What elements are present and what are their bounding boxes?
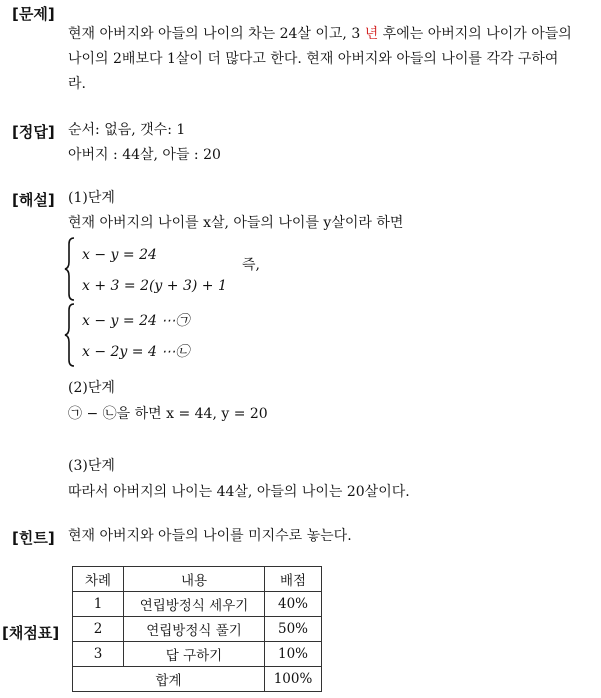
answer-label: [정답] xyxy=(12,123,55,141)
step2-text: ㉠ − ㉡을 하면 x = 44, y = 20 xyxy=(68,406,268,422)
table-row xyxy=(73,642,322,667)
hint-label: [힌트] xyxy=(12,529,55,547)
system1-equation-1: x − y = 24 xyxy=(82,247,157,263)
therefore-text: 즉, xyxy=(242,257,260,273)
problem-line-3: 라. xyxy=(68,76,86,92)
answer-line-1: 순서: 없음, 갯수: 1 xyxy=(68,122,186,138)
header-points: 배점 xyxy=(265,567,322,592)
scoring-label: [채점표] xyxy=(2,624,60,642)
step3-text: 따라서 아버지의 나이는 44살, 아들의 나이는 20살이다. xyxy=(68,484,410,500)
header-order: 차례 xyxy=(73,567,124,592)
left-brace-system-1 xyxy=(63,236,77,302)
row-points: 50% xyxy=(265,617,322,642)
row-points: 40% xyxy=(265,592,322,617)
system1-equation-2: x + 3 = 2(y + 3) + 1 xyxy=(82,278,227,294)
row-points: 10% xyxy=(265,642,322,667)
step1-title: (1)단계 xyxy=(68,190,115,206)
highlighted-word: 년 xyxy=(364,26,379,42)
answer-line-2: 아버지 : 44살, 아들 : 20 xyxy=(68,147,221,163)
solution-label: [해설] xyxy=(12,191,55,209)
table-header-row xyxy=(73,567,322,592)
step1-text: 현재 아버지의 나이를 x살, 아들의 나이를 y살이라 하면 xyxy=(68,215,404,231)
table-total-row xyxy=(73,667,322,692)
table-row xyxy=(73,592,322,617)
row-content: 답 구하기 xyxy=(124,642,265,667)
row-content: 연립방정식 풀기 xyxy=(124,617,265,642)
system2-equation-1: x − y = 24 ⋯㉠ xyxy=(82,313,190,329)
left-brace-system-2 xyxy=(63,302,77,368)
problem-line-1: 현재 아버지와 아들의 나이의 차는 24살 이고, 3 년 후에는 아버지의 나이가 아들의 xyxy=(68,26,572,42)
table-row xyxy=(73,617,322,642)
problem-line-2: 나이의 2배보다 1살이 더 많다고 한다. 현재 아버지와 아들의 나이를 각각 구하여 xyxy=(68,51,559,67)
scoring-table xyxy=(72,566,322,692)
total-label: 합계 xyxy=(73,667,265,692)
system2-equation-2: x − 2y = 4 ⋯㉡ xyxy=(82,344,190,360)
header-content: 내용 xyxy=(124,567,265,592)
problem-label: [문제] xyxy=(12,5,55,23)
row-content: 연립방정식 세우기 xyxy=(124,592,265,617)
total-value: 100% xyxy=(265,667,322,692)
row-order: 3 xyxy=(73,642,124,667)
step2-title: (2)단계 xyxy=(68,380,115,396)
row-order: 1 xyxy=(73,592,124,617)
step3-title: (3)단계 xyxy=(68,458,115,474)
row-order: 2 xyxy=(73,617,124,642)
hint-text: 현재 아버지와 아들의 나이를 미지수로 놓는다. xyxy=(68,528,352,544)
